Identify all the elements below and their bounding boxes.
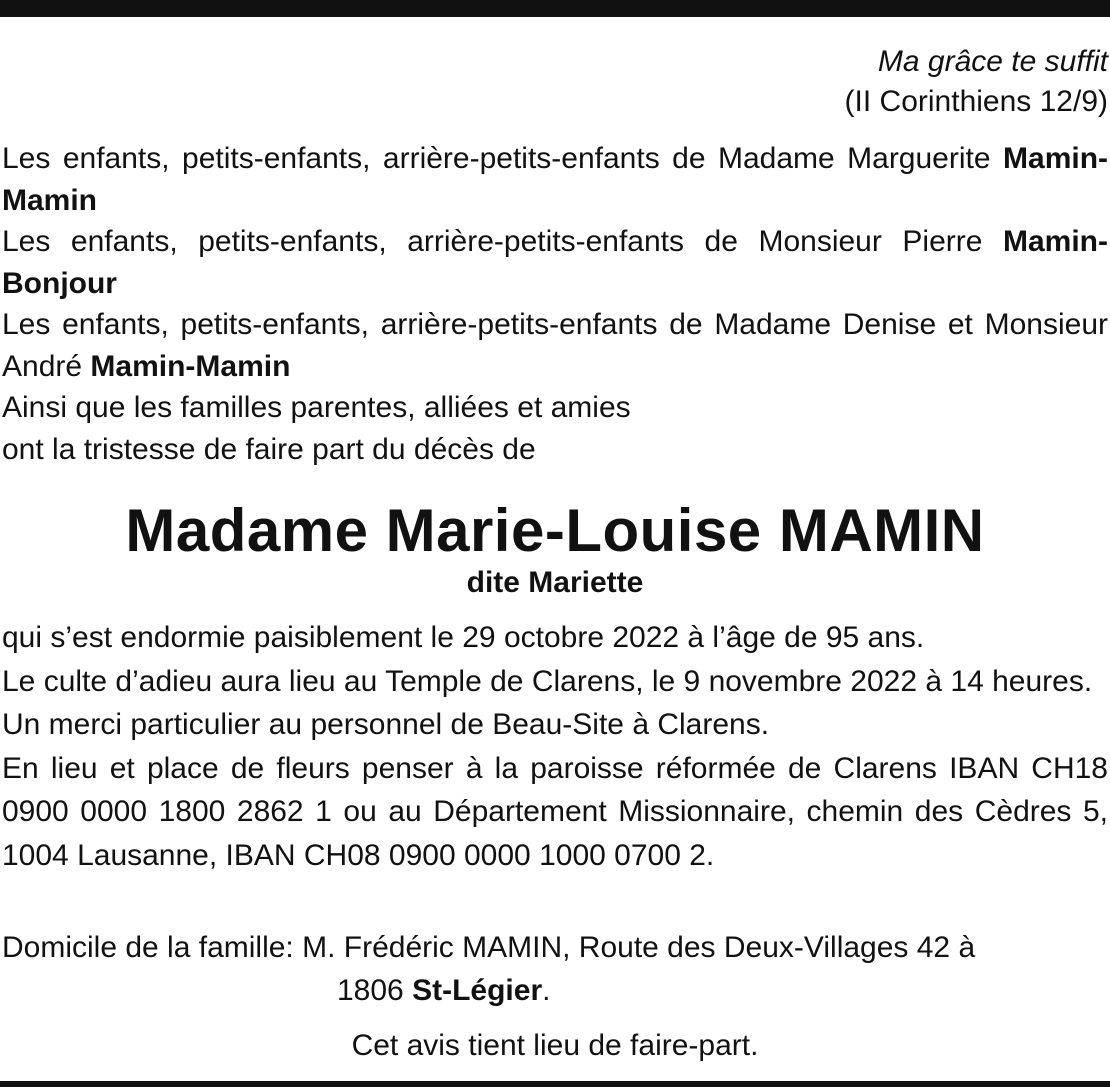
- obituary-details: [2, 616, 1108, 877]
- deceased-nickname: dite Mariette: [466, 566, 644, 599]
- top-border-rule: [0, 0, 1110, 17]
- family-line-2: [2, 221, 1108, 304]
- thanks-notice: Un merci particulier au personnel de Beau-Site à Clarens.: [2, 708, 770, 741]
- domicile-line-1: Domicile de la famille: M. Frédéric MAMIN, Route des Deux-Villages 42 à: [2, 931, 976, 964]
- family-line-3-text: Les enfants, petits-enfants, arrière-petits-enfants de Madame Denise et Monsieur André: [2, 308, 1108, 383]
- deceased-name: Madame Marie-Louise MAMIN: [125, 497, 985, 564]
- domicile-line-2: [2, 969, 1108, 1012]
- family-announcement: [2, 138, 1108, 470]
- family-line-1: [2, 138, 1108, 221]
- verse-quote: Ma grâce te suffit: [877, 45, 1108, 78]
- family-line-1-text: Les enfants, petits-enfants, arrière-petits-enfants de Madame Marguerite: [2, 142, 991, 175]
- family-line-2-text: Les enfants, petits-enfants, arrière-petits-enfants de Monsieur Pierre: [2, 225, 983, 258]
- family-line-1-name: Mamin-Mamin: [2, 142, 1109, 217]
- family-line-3: [2, 304, 1108, 387]
- bottom-border-rule: [0, 1081, 1110, 1087]
- family-line-3-name: Mamin-Mamin: [90, 349, 291, 383]
- donations-notice: En lieu et place de fleurs penser à la paroisse réformée de Clarens IBAN CH18 0900 0000 1800 2862 1 ou au Département Missionnaire, chemin des Cèdres 5, 1004 Lausanne, IBAN CH08 0900 0000 1000 0700 2.: [2, 751, 1108, 872]
- service-notice: Le culte d’adieu aura lieu au Temple de Clarens, le 9 novembre 2022 à 14 heures.: [2, 664, 1093, 698]
- death-notice: qui s’est endormie paisiblement le 29 octobre 2022 à l’âge de 95 ans.: [2, 621, 925, 654]
- verse-reference: (II Corinthiens 12/9): [844, 85, 1108, 118]
- domicile-period: .: [542, 974, 551, 1007]
- family-line-5: ont la tristesse de faire part du décès de: [2, 432, 536, 466]
- family-line-4: Ainsi que les familles parentes, alliées et amies: [2, 391, 631, 424]
- domicile-postcode: 1806: [337, 974, 404, 1007]
- deceased-name-block: [0, 495, 1110, 599]
- family-domicile: [2, 926, 1108, 1012]
- domicile-town: St-Légier: [412, 974, 543, 1007]
- bible-verse: [845, 42, 1108, 122]
- closing-note: Cet avis tient lieu de faire-part.: [351, 1029, 759, 1062]
- family-line-2-name: Mamin-Bonjour: [2, 225, 1108, 300]
